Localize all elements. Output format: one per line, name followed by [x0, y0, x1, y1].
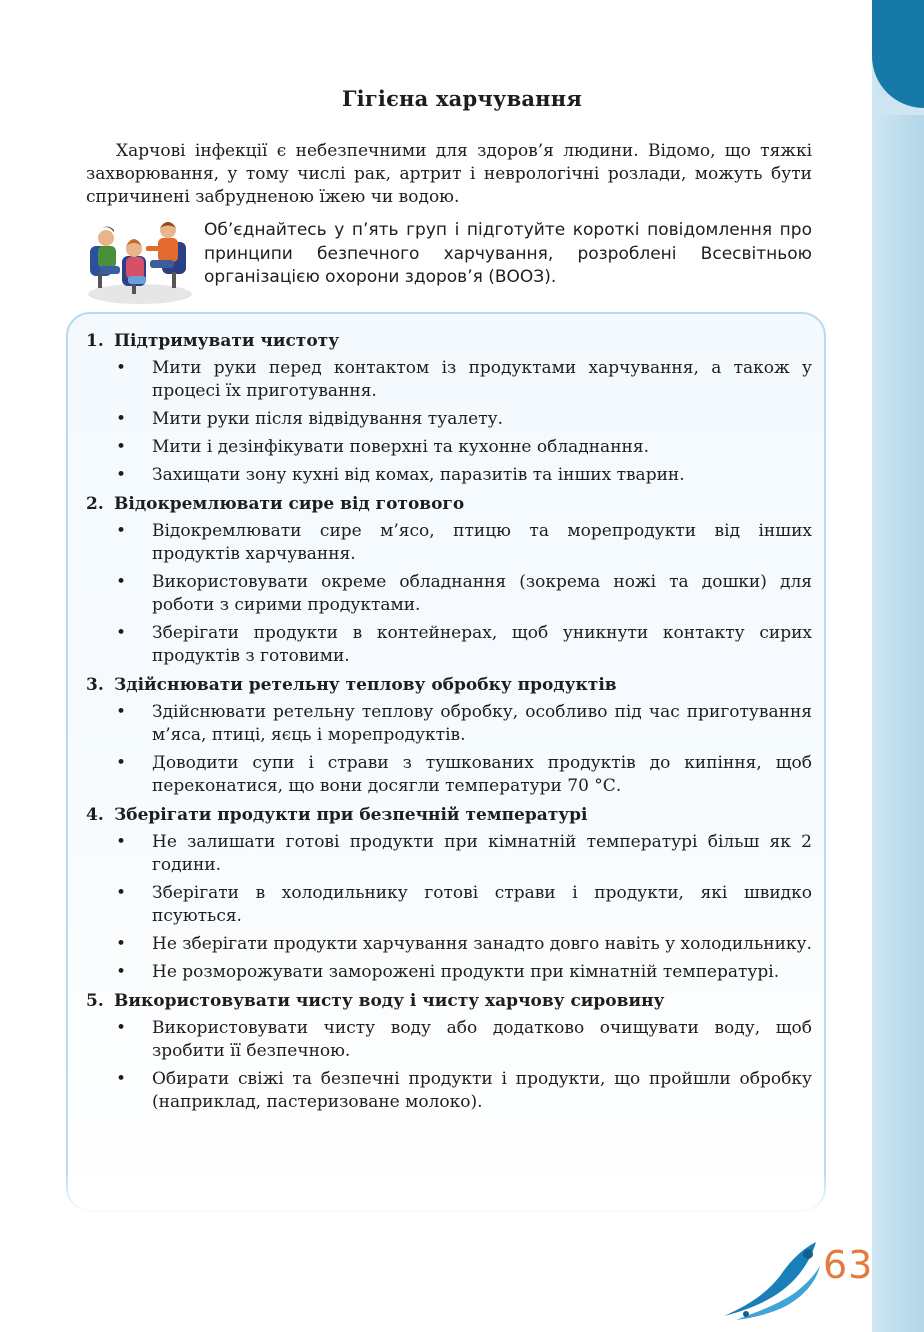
principle-2 — [86, 493, 812, 668]
list-item-text: Доводити супи і страви з тушкованих продуктів до кипіння, щоб переконатися, що вони досягли температури 70 °С. — [152, 753, 812, 796]
list-item — [86, 408, 812, 431]
bullet-icon: • — [116, 753, 127, 773]
bullet-icon: • — [116, 465, 127, 485]
principle-heading — [86, 493, 812, 516]
list-item — [86, 1068, 812, 1114]
page-title: Гігієна харчування — [341, 86, 583, 111]
list-item-text: Використовувати чисту воду або додатково очищувати воду, щоб зробити її безпечною. — [152, 1018, 812, 1061]
principle-title: Здійснювати ретельну теплову обробку продуктів — [114, 675, 617, 695]
list-item-text: Здійснювати ретельну теплову обробку, особливо під час приготування м’яса, птиці, яєць і морепродуктів. — [152, 702, 812, 745]
bullet-list — [86, 357, 812, 487]
principle-number: 1. — [86, 331, 104, 351]
list-item-text: Не розморожувати заморожені продукти при кімнатній температурі. — [152, 962, 780, 982]
principle-heading — [86, 330, 812, 353]
principle-title: Використовувати чисту воду і чисту харчову сировину — [114, 991, 665, 1011]
page-number: 63 — [823, 1243, 874, 1287]
list-item — [86, 1017, 812, 1063]
bullet-list — [86, 831, 812, 984]
bullet-icon: • — [116, 1018, 127, 1038]
list-item-text: Мити руки після відвідування туалету. — [152, 409, 503, 429]
principle-number: 2. — [86, 494, 104, 514]
list-item — [86, 622, 812, 668]
bullet-icon: • — [116, 962, 127, 982]
bullet-icon: • — [116, 1069, 127, 1089]
principle-number: 5. — [86, 991, 104, 1011]
bullet-icon: • — [116, 832, 127, 852]
principle-5 — [86, 990, 812, 1114]
list-item — [86, 933, 812, 956]
principle-heading — [86, 804, 812, 827]
intro-paragraph: Харчові інфекції є небезпечними для здоров’я людини. Відомо, що тяжкі захворювання, у тому числі рак, артрит і неврологічні розлади, можуть бути спричинені забрудненою їжею чи водою. — [86, 141, 812, 207]
principle-1 — [86, 330, 812, 487]
list-item — [86, 831, 812, 877]
list-item-text: Мити руки перед контактом із продуктами харчування, а також у процесі їх приготування. — [152, 358, 812, 401]
list-item-text: Зберігати в холодильнику готові страви і продукти, які швидко псуються. — [152, 883, 812, 926]
list-item — [86, 571, 812, 617]
principle-number: 4. — [86, 805, 104, 825]
list-item — [86, 436, 812, 459]
bullet-icon: • — [116, 934, 127, 954]
bullet-icon: • — [116, 702, 127, 722]
list-item — [86, 520, 812, 566]
list-item — [86, 961, 812, 984]
list-item-text: Відокремлювати сире м’ясо, птицю та морепродукти від інших продуктів харчування. — [152, 521, 812, 564]
side-band — [872, 0, 924, 1332]
bullet-icon: • — [116, 358, 127, 378]
list-item-text: Обирати свіжі та безпечні продукти і продукти, що пройшли обробку (наприклад, пастеризоване молоко). — [152, 1069, 812, 1112]
bullet-icon: • — [116, 437, 127, 457]
principle-title: Підтримувати чистоту — [114, 331, 340, 351]
principle-3 — [86, 674, 812, 798]
list-item — [86, 752, 812, 798]
list-item-text: Зберігати продукти в контейнерах, щоб уникнути контакту сирих продуктів з готовими. — [152, 623, 812, 666]
panel-fade — [60, 1170, 836, 1220]
list-item — [86, 882, 812, 928]
bullet-icon: • — [116, 572, 127, 592]
principle-title: Зберігати продукти при безпечній температурі — [114, 805, 588, 825]
task-text: Об’єднайтесь у п’ять груп і підготуйте короткі повідомлення про принципи безпечного харчування, розроблені Всесвітньою організацією охорони здоров’я (ВООЗ). — [204, 220, 812, 287]
bullet-list — [86, 1017, 812, 1114]
list-item — [86, 357, 812, 403]
principle-number: 3. — [86, 675, 104, 695]
list-item — [86, 464, 812, 487]
list-item-text: Не залишати готові продукти при кімнатній температурі більш як 2 години. — [152, 832, 812, 875]
list-item-text: Мити і дезінфікувати поверхні та кухонне обладнання. — [152, 437, 649, 457]
principles-list — [86, 330, 812, 1120]
principle-4 — [86, 804, 812, 984]
principle-title: Відокремлювати сире від готового — [114, 494, 465, 514]
list-item-text: Використовувати окреме обладнання (зокрема ножі та дошки) для роботи з сирими продуктами. — [152, 572, 812, 615]
bullet-icon: • — [116, 409, 127, 429]
blue-flourish-icon — [716, 1236, 826, 1322]
bullet-icon: • — [116, 521, 127, 541]
bullet-icon: • — [116, 623, 127, 643]
bullet-icon: • — [116, 883, 127, 903]
list-item — [86, 701, 812, 747]
bullet-list — [86, 520, 812, 668]
principle-heading — [86, 674, 812, 697]
list-item-text: Захищати зону кухні від комах, паразитів та інших тварин. — [152, 465, 685, 485]
bullet-list — [86, 701, 812, 798]
group-discussion-icon — [84, 216, 196, 306]
list-item-text: Не зберігати продукти харчування занадто довго навіть у холодильнику. — [152, 934, 812, 954]
principle-heading — [86, 990, 812, 1013]
